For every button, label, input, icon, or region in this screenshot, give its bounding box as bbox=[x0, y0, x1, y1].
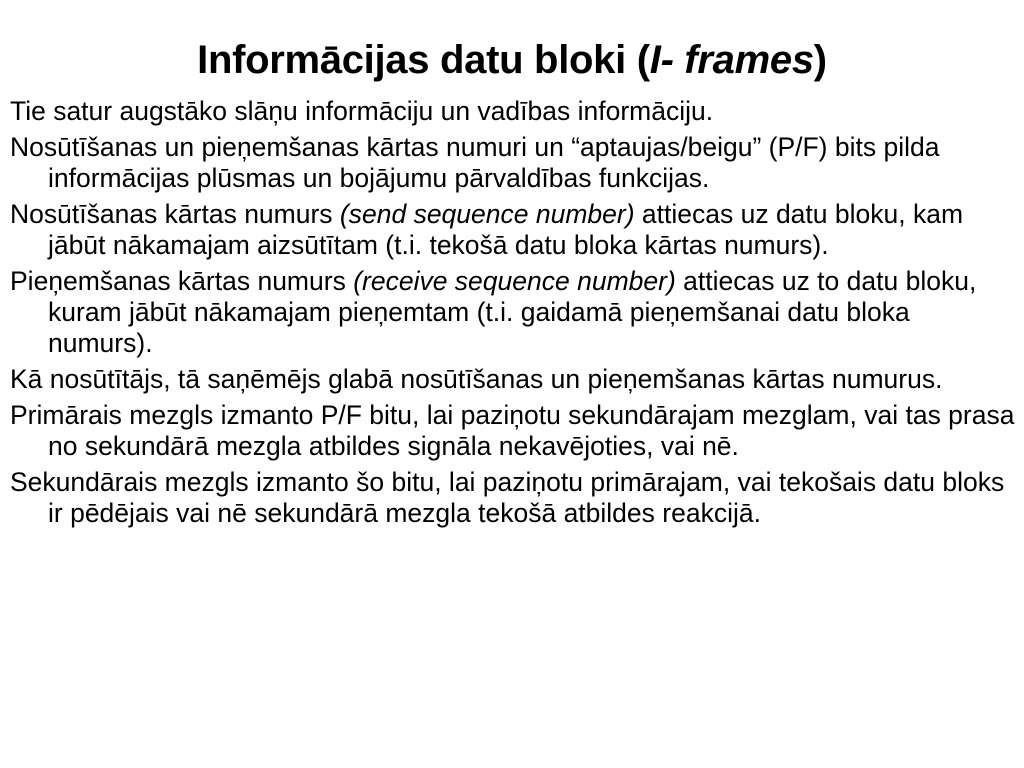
paragraph-6 bbox=[10, 400, 1016, 462]
paragraph-text: Pieņemšanas kārtas numurs bbox=[10, 266, 354, 296]
paragraph-2 bbox=[10, 132, 1016, 194]
paragraph-italic-term: (send sequence number) bbox=[339, 199, 635, 229]
paragraph-text: Nosūtīšanas kārtas numurs bbox=[10, 199, 340, 229]
paragraph-text: Kā nosūtītājs, tā saņēmējs glabā nosūtīšanas un pieņemšanas kārtas numurus. bbox=[10, 364, 943, 394]
paragraph-text: Nosūtīšanas un pieņemšanas kārtas numuri un “aptaujas/beigu” (P/F) bits pilda informācijas plūsmas un bojājumu pārvaldības funkcijas. bbox=[10, 132, 940, 193]
paragraph-3 bbox=[10, 199, 1016, 261]
paragraph-text: Sekundārais mezgls izmanto šo bitu, lai paziņotu primārajam, vai tekošais datu bloks ir pēdējais vai nē sekundārā mezgla tekošā atbildes reakcijā. bbox=[10, 467, 1005, 528]
slide-body bbox=[10, 96, 1016, 534]
paragraph-text-after: attiecas uz to datu bloku, kuram jābūt nākamajam pieņemtam (t.i. gaidamā pieņemšanai datu bloka numurs). bbox=[48, 266, 977, 358]
paragraph-text: Primārais mezgls izmanto P/F bitu, lai paziņotu sekundārajam mezglam, vai tas prasa no sekundārā mezgla atbildes signāla nekavējoties, vai nē. bbox=[10, 400, 1015, 461]
slide-title bbox=[0, 34, 1024, 86]
slide-title-italic: I- frames bbox=[649, 38, 814, 82]
slide-title-prefix: Informācijas datu bloki ( bbox=[197, 38, 650, 82]
paragraph-text: Tie satur augstāko slāņu informāciju un vadības informāciju. bbox=[10, 96, 714, 126]
paragraph-text-after: attiecas uz datu bloku, kam jābūt nākamajam aizsūtītam (t.i. tekošā datu bloka kārtas numurs). bbox=[48, 199, 964, 260]
paragraph-italic-term: (receive sequence number) bbox=[353, 266, 676, 296]
paragraph-5 bbox=[10, 364, 1016, 395]
paragraph-1 bbox=[10, 96, 1016, 127]
slide-title-suffix: ) bbox=[813, 38, 827, 82]
paragraph-4 bbox=[10, 266, 1016, 359]
paragraph-7 bbox=[10, 467, 1016, 529]
